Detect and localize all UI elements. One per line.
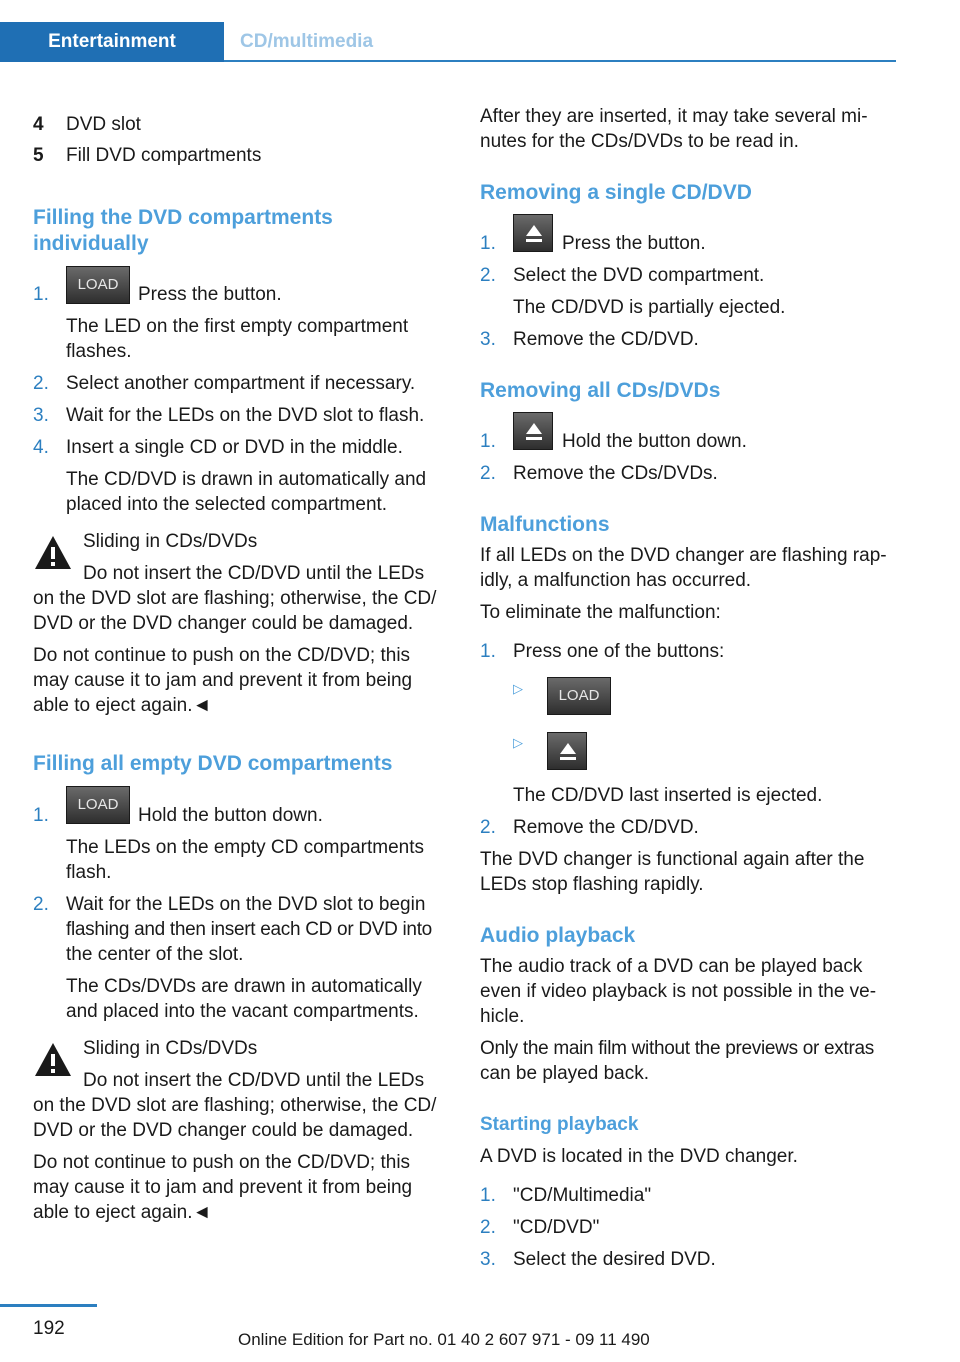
step-text: the center of the slot.: [66, 944, 244, 965]
warning-title: Sliding in CDs/DVDs: [83, 1038, 258, 1059]
step-number: 2.: [480, 463, 496, 484]
step-text: and placed into the vacant compartments.: [66, 1001, 419, 1022]
load-button[interactable]: LOAD: [66, 266, 130, 304]
step-text: The LED on the first empty compartment: [66, 316, 409, 337]
list-number: 5: [33, 145, 44, 166]
bullet-icon: ▷: [513, 681, 523, 696]
section-heading: Filling all empty DVD compartments: [33, 752, 393, 775]
step-text: Wait for the LEDs on the DVD slot to begin: [66, 894, 426, 915]
subsection-heading: Starting playback: [480, 1114, 639, 1135]
step-text: Insert a single CD or DVD in the middle.: [66, 437, 403, 458]
step-text: Press one of the buttons:: [513, 641, 725, 662]
paragraph: After they are inserted, it may take several mi-: [480, 106, 868, 127]
paragraph: nutes for the CDs/DVDs to be read in.: [480, 131, 799, 152]
step-number: 1.: [480, 641, 496, 662]
section-heading: Removing all CDs/DVDs: [480, 379, 721, 402]
step-text: Wait for the LEDs on the DVD slot to flash.: [66, 405, 425, 426]
step-text: flash.: [66, 862, 112, 883]
step-number: 1.: [33, 284, 49, 305]
step-text: placed into the selected compartment.: [66, 494, 388, 515]
step-text: Select the DVD compartment.: [513, 265, 765, 286]
eject-button[interactable]: [513, 412, 553, 450]
step-number: 2.: [480, 265, 496, 286]
warning-text: on the DVD slot are flashing; otherwise, the CD/: [33, 1095, 437, 1116]
eject-icon: [559, 742, 577, 762]
step-number: 2.: [33, 894, 49, 915]
page-number: 192: [33, 1318, 65, 1339]
tab-entertainment[interactable]: Entertainment: [0, 22, 224, 62]
warning-title: Sliding in CDs/DVDs: [83, 531, 258, 552]
step-text: The CD/DVD is partially ejected.: [513, 297, 786, 318]
footer-rule: [0, 1304, 97, 1307]
list-number: 4: [33, 114, 44, 135]
load-button[interactable]: LOAD: [66, 786, 130, 824]
step-number: 1.: [480, 233, 496, 254]
step-text: flashing and then insert each CD or DVD into: [66, 919, 432, 940]
paragraph: To eliminate the malfunction:: [480, 602, 721, 623]
step-text: The CD/DVD is drawn in automatically and: [66, 469, 427, 490]
paragraph: even if video playback is not possible in the ve-: [480, 981, 877, 1002]
step-number: 1.: [480, 1185, 496, 1206]
warning-text: on the DVD slot are flashing; otherwise, the CD/: [33, 588, 437, 609]
step-number: 3.: [33, 405, 49, 426]
section-heading: Removing a single CD/DVD: [480, 181, 752, 204]
paragraph: LEDs stop flashing rapidly.: [480, 874, 704, 895]
paragraph: The DVD changer is functional again after the: [480, 849, 865, 870]
step-text: Press the button.: [138, 284, 282, 305]
warning-text: DVD or the DVD changer could be damaged.: [33, 613, 414, 634]
edition-note: Online Edition for Part no. 01 40 2 607 971 - 09 11 490: [238, 1330, 650, 1349]
step-text: "CD/DVD": [513, 1217, 600, 1238]
paragraph: If all LEDs on the DVD changer are flashing rap-: [480, 545, 887, 566]
warning-text: Do not insert the CD/DVD until the LEDs: [83, 1070, 425, 1091]
warning-text: DVD or the DVD changer could be damaged.: [33, 1120, 414, 1141]
warning-icon: [33, 533, 73, 573]
paragraph: The audio track of a DVD can be played back: [480, 956, 863, 977]
step-number: 1.: [480, 431, 496, 452]
step-text: The CD/DVD last inserted is ejected.: [513, 785, 823, 806]
eject-icon: [525, 422, 543, 442]
warning-text: able to eject again.◄: [33, 695, 212, 716]
header-rule: [224, 60, 896, 62]
step-number: 3.: [480, 329, 496, 350]
step-text: The LEDs on the empty CD compartments: [66, 837, 424, 858]
step-text: Select another compartment if necessary.: [66, 373, 416, 394]
step-text: Hold the button down.: [562, 431, 747, 452]
load-button[interactable]: LOAD: [547, 677, 611, 715]
list-item: DVD slot: [66, 114, 141, 135]
step-number: 2.: [480, 1217, 496, 1238]
paragraph: can be played back.: [480, 1063, 650, 1084]
step-text: Select the desired DVD.: [513, 1249, 716, 1270]
section-heading: individually: [33, 232, 149, 255]
warning-text: Do not continue to push on the CD/DVD; this: [33, 645, 411, 666]
step-number: 1.: [33, 805, 49, 826]
tab-cd-multimedia[interactable]: CD/multimedia: [240, 31, 374, 52]
step-text: Remove the CD/DVD.: [513, 817, 699, 838]
section-heading: Audio playback: [480, 924, 636, 947]
list-item: Fill DVD compartments: [66, 145, 262, 166]
step-text: Press the button.: [562, 233, 706, 254]
eject-button[interactable]: [547, 732, 587, 770]
section-heading: Malfunctions: [480, 513, 610, 536]
paragraph: Only the main film without the previews or extras: [480, 1038, 874, 1059]
paragraph: idly, a malfunction has occurred.: [480, 570, 752, 591]
step-text: Hold the button down.: [138, 805, 323, 826]
section-heading: Filling the DVD compartments: [33, 206, 333, 229]
warning-text: may cause it to jam and prevent it from being: [33, 670, 413, 691]
step-text: Remove the CDs/DVDs.: [513, 463, 718, 484]
paragraph: hicle.: [480, 1006, 525, 1027]
step-number: 3.: [480, 1249, 496, 1270]
step-number: 2.: [33, 373, 49, 394]
warning-text: may cause it to jam and prevent it from being: [33, 1177, 413, 1198]
paragraph: A DVD is located in the DVD changer.: [480, 1146, 798, 1167]
warning-text: able to eject again.◄: [33, 1202, 212, 1223]
step-number: 4.: [33, 437, 49, 458]
eject-icon: [525, 224, 543, 244]
step-number: 2.: [480, 817, 496, 838]
step-text: The CDs/DVDs are drawn in automatically: [66, 976, 422, 997]
bullet-icon: ▷: [513, 735, 523, 750]
step-text: Remove the CD/DVD.: [513, 329, 699, 350]
warning-icon: [33, 1040, 73, 1080]
warning-text: Do not continue to push on the CD/DVD; this: [33, 1152, 411, 1173]
step-text: "CD/Multimedia": [513, 1185, 652, 1206]
step-text: flashes.: [66, 341, 132, 362]
warning-text: Do not insert the CD/DVD until the LEDs: [83, 563, 425, 584]
eject-button[interactable]: [513, 214, 553, 252]
